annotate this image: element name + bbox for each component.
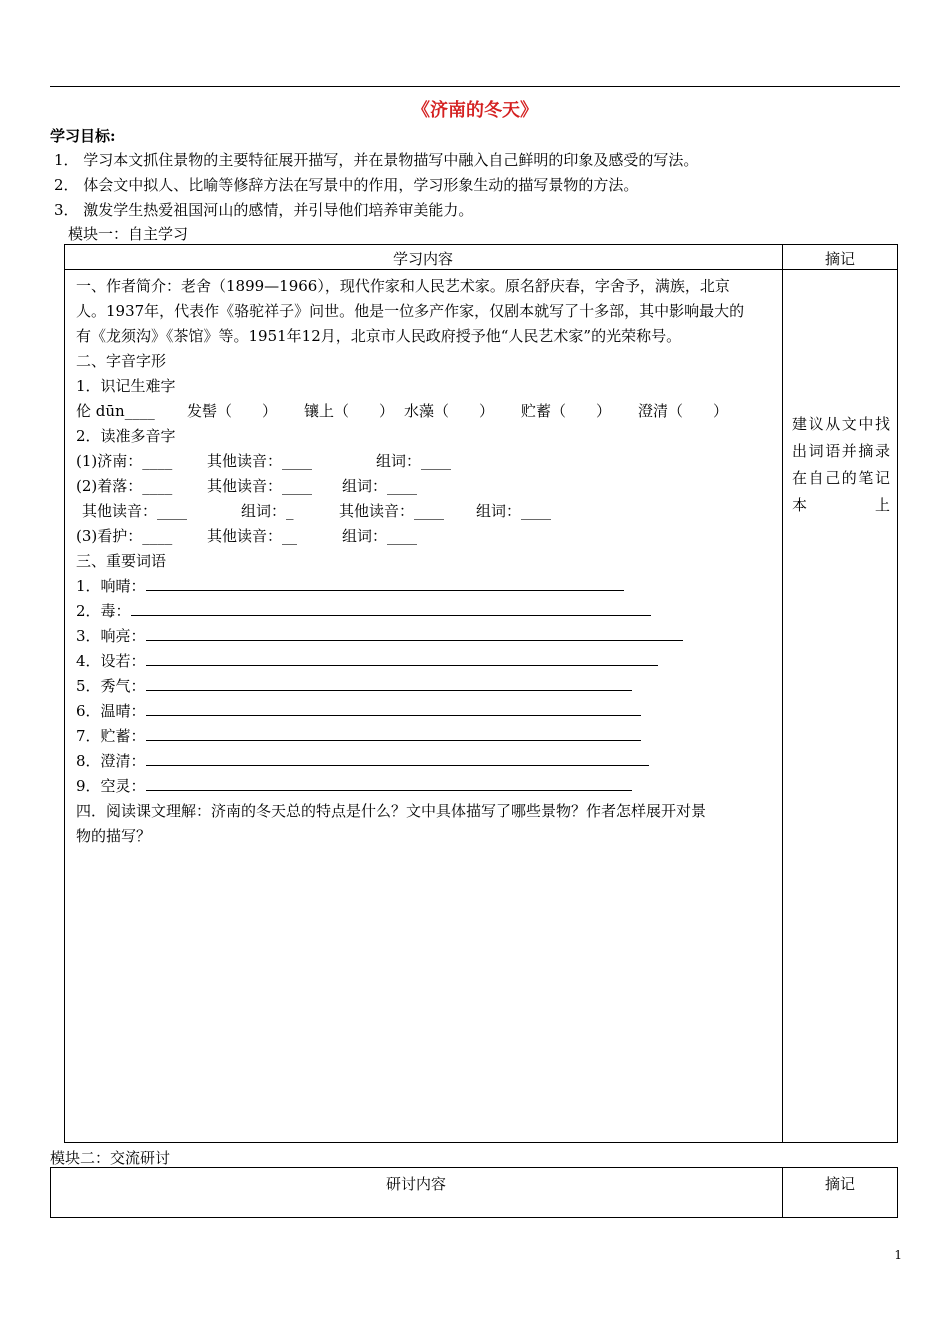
poly-item: (2)着落：____ (76, 477, 173, 495)
section-heading: 三、重要词语 (76, 552, 167, 570)
goal-item: 2． 体会文中拟人、比喻等修辞方法在写景中的作用，学习形象生动的描写景物的方法。 (54, 176, 639, 194)
header-rule (50, 86, 900, 87)
answer-line[interactable] (146, 576, 624, 591)
poly-item: 其他读音：____ (207, 452, 313, 470)
poly-item: (1)济南：____ (76, 452, 173, 470)
vocab-label: 3．响亮： (76, 627, 146, 645)
module2-label: 模块二：交流研讨 (50, 1149, 171, 1167)
author-intro-line: 人。1937年，代表作《骆驼祥子》问世。他是一位多产作家，仅剧本就写了十多部，其中影响最大的 (76, 302, 745, 320)
answer-line[interactable] (131, 601, 651, 616)
vocab-item (76, 675, 632, 696)
vocab-item (76, 775, 632, 796)
vocab-label: 8．澄清： (76, 752, 146, 770)
header-row-divider (64, 269, 898, 270)
col-header-notes: 摘记 (824, 1175, 855, 1193)
vocab-label: 7．贮蓄： (76, 727, 146, 745)
vocab-label: 1．响晴： (76, 577, 146, 595)
subsection-heading: 2．读准多音字 (76, 427, 176, 445)
page-number: 1 (894, 1248, 902, 1262)
column-divider (782, 244, 783, 1143)
vocab-label: 6．温晴： (76, 702, 146, 720)
char-item: 贮蓄（ ） (521, 402, 612, 420)
answer-line[interactable] (146, 751, 649, 766)
poly-item: 组词：____ (342, 477, 418, 495)
poly-item: 组词：____ (342, 527, 418, 545)
module1-label: 模块一：自主学习 (68, 225, 189, 243)
notes-suggestion: 建议从文中找出词语并摘录在自己的笔记本上 (792, 415, 890, 514)
question-line: 四．阅读课文理解：济南的冬天总的特点是什么？文中具体描写了哪些景物？作者怎样展开对景 (76, 802, 707, 820)
vocab-item (76, 725, 641, 746)
col-header-content: 学习内容 (392, 250, 453, 268)
subsection-heading: 1．识记生难字 (76, 377, 176, 395)
poly-item: 其他读音：____ (339, 502, 445, 520)
vocab-label: 9．空灵： (76, 777, 146, 795)
goal-item: 3． 激发学生热爱祖国河山的感情，并引导他们培养审美能力。 (54, 201, 474, 219)
author-intro-line: 一、作者简介：老舍（1899—1966），现代作家和人民艺术家。原名舒庆春，字舍予，满族，北京 (76, 277, 730, 295)
vocab-item (76, 700, 641, 721)
vocab-label: 2．毒： (76, 602, 131, 620)
answer-line[interactable] (146, 651, 658, 666)
vocab-item (76, 625, 683, 646)
answer-line[interactable] (146, 676, 632, 691)
answer-line[interactable] (146, 776, 632, 791)
question-line: 物的描写？ (76, 827, 152, 845)
char-item: 水藻（ ） (404, 402, 495, 420)
goal-item: 1． 学习本文抓住景物的主要特征展开描写，并在景物描写中融入自己鲜明的印象及感受的写法。 (54, 151, 699, 169)
answer-line[interactable] (146, 701, 641, 716)
document-title: 《济南的冬天》 (412, 100, 538, 121)
poly-item: 组词：____ (476, 502, 552, 520)
answer-line[interactable] (146, 626, 683, 641)
poly-item: 其他读音：____ (82, 502, 188, 520)
vocab-item (76, 575, 624, 596)
col-header-notes: 摘记 (824, 250, 855, 268)
col-header-content: 研讨内容 (385, 1175, 446, 1193)
vocab-item (76, 750, 649, 771)
char-item: 镶上（ ） (304, 402, 395, 420)
author-intro-line: 有《龙须沟》《茶馆》等。1951年12月，北京市人民政府授予他“人民艺术家”的光荣称号。 (76, 327, 682, 345)
poly-item: 组词：_ (241, 502, 294, 520)
answer-line[interactable] (146, 726, 641, 741)
poly-item: 其他读音：__ (207, 527, 298, 545)
goals-heading: 学习目标: (50, 127, 116, 145)
poly-item: (3)看护：____ (76, 527, 173, 545)
char-item: 伦 dūn____ (76, 402, 155, 420)
vocab-label: 4．设若： (76, 652, 146, 670)
poly-item: 其他读音：____ (207, 477, 313, 495)
section-heading: 二、字音字形 (76, 352, 167, 370)
char-item: 澄清（ ） (638, 402, 729, 420)
vocab-label: 5．秀气： (76, 677, 146, 695)
vocab-item (76, 600, 651, 621)
char-item: 发髻（ ） (187, 402, 278, 420)
poly-item: 组词：____ (376, 452, 452, 470)
vocab-item (76, 650, 658, 671)
